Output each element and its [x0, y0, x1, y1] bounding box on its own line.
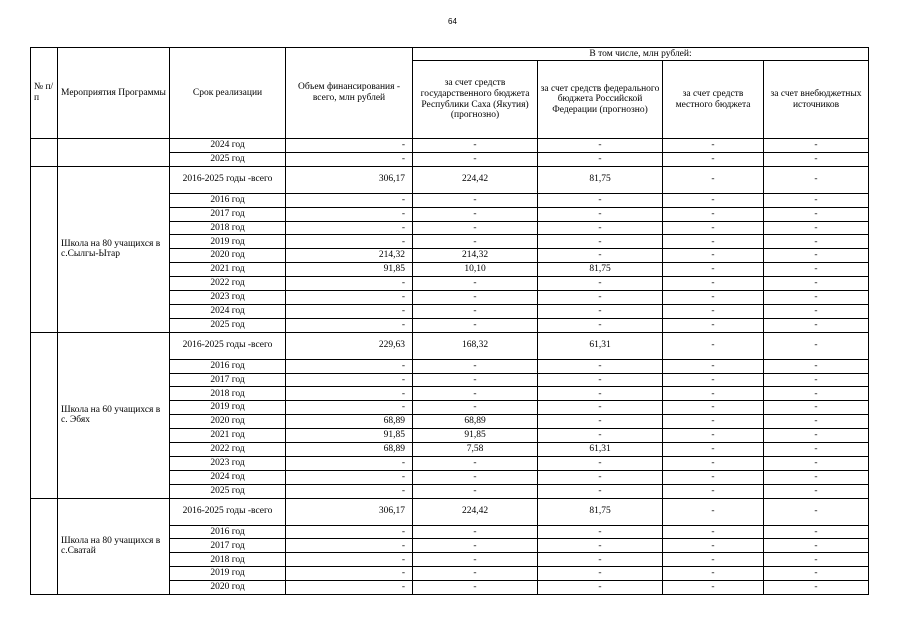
republic-cell: - [413, 373, 538, 387]
local-cell: - [663, 263, 764, 277]
federal-cell: - [538, 415, 663, 429]
extrabudgetary-cell: - [764, 139, 869, 153]
republic-cell: - [413, 525, 538, 539]
federal-cell: 61,31 [538, 443, 663, 457]
extrabudgetary-cell: - [764, 249, 869, 263]
table-header [31, 48, 869, 139]
extrabudgetary-cell: - [764, 166, 869, 193]
row-number-cell [31, 498, 58, 594]
total-cell: - [286, 539, 413, 553]
federal-cell: - [538, 429, 663, 443]
republic-cell: - [413, 470, 538, 484]
local-cell: - [663, 235, 764, 249]
total-cell: 91,85 [286, 263, 413, 277]
total-cell: - [286, 221, 413, 235]
local-cell: - [663, 498, 764, 525]
extrabudgetary-cell: - [764, 332, 869, 359]
local-cell: - [663, 332, 764, 359]
header-extrabudgetary: за счет внебюджетных источников [764, 61, 869, 139]
period-cell: 2018 год [170, 553, 286, 567]
total-cell: - [286, 387, 413, 401]
federal-cell: - [538, 359, 663, 373]
extrabudgetary-cell: - [764, 387, 869, 401]
table-row [31, 139, 869, 153]
republic-cell: - [413, 456, 538, 470]
extrabudgetary-cell: - [764, 277, 869, 291]
period-cell: 2025 год [170, 152, 286, 166]
total-cell: 229,63 [286, 332, 413, 359]
total-cell: - [286, 277, 413, 291]
period-cell: 2021 год [170, 263, 286, 277]
total-cell: - [286, 318, 413, 332]
extrabudgetary-cell: - [764, 304, 869, 318]
period-cell: 2021 год [170, 429, 286, 443]
period-cell: 2016-2025 годы -всего [170, 166, 286, 193]
federal-cell: - [538, 470, 663, 484]
republic-cell: - [413, 318, 538, 332]
extrabudgetary-cell: - [764, 484, 869, 498]
total-cell: - [286, 152, 413, 166]
extrabudgetary-cell: - [764, 539, 869, 553]
republic-cell: - [413, 387, 538, 401]
period-cell: 2024 год [170, 304, 286, 318]
total-cell: 306,17 [286, 166, 413, 193]
extrabudgetary-cell: - [764, 207, 869, 221]
extrabudgetary-cell: - [764, 291, 869, 305]
local-cell: - [663, 139, 764, 153]
measure-name-cell: Школа на 80 учащихся в с.Сылгы-Ытар [58, 166, 170, 332]
republic-cell: - [413, 553, 538, 567]
republic-cell: 224,42 [413, 498, 538, 525]
local-cell: - [663, 553, 764, 567]
federal-cell: - [538, 401, 663, 415]
extrabudgetary-cell: - [764, 553, 869, 567]
period-cell: 2020 год [170, 581, 286, 595]
total-cell: - [286, 456, 413, 470]
local-cell: - [663, 373, 764, 387]
federal-cell: 81,75 [538, 498, 663, 525]
table-row-total [31, 498, 869, 525]
federal-cell: - [538, 221, 663, 235]
local-cell: - [663, 401, 764, 415]
local-cell: - [663, 387, 764, 401]
measure-name-cell: Школа на 80 учащихся в с.Сватай [58, 498, 170, 594]
republic-cell: - [413, 359, 538, 373]
total-cell: - [286, 567, 413, 581]
total-cell: 306,17 [286, 498, 413, 525]
federal-cell: - [538, 277, 663, 291]
header-federal-budget: за счет средств федерального бюджета Российской Федерации (прогнозно) [538, 61, 663, 139]
extrabudgetary-cell: - [764, 456, 869, 470]
federal-cell: - [538, 553, 663, 567]
total-cell: - [286, 139, 413, 153]
local-cell: - [663, 415, 764, 429]
federal-cell: 81,75 [538, 263, 663, 277]
period-cell: 2024 год [170, 470, 286, 484]
republic-cell: 168,32 [413, 332, 538, 359]
local-cell: - [663, 193, 764, 207]
extrabudgetary-cell: - [764, 193, 869, 207]
period-cell: 2016 год [170, 525, 286, 539]
period-cell: 2016-2025 годы -всего [170, 498, 286, 525]
total-cell: - [286, 207, 413, 221]
federal-cell: 61,31 [538, 332, 663, 359]
republic-cell: 224,42 [413, 166, 538, 193]
federal-cell: - [538, 207, 663, 221]
total-cell: 91,85 [286, 429, 413, 443]
total-cell: - [286, 235, 413, 249]
federal-cell: - [538, 139, 663, 153]
period-cell: 2019 год [170, 401, 286, 415]
republic-cell: - [413, 581, 538, 595]
extrabudgetary-cell: - [764, 235, 869, 249]
local-cell: - [663, 581, 764, 595]
total-cell: - [286, 470, 413, 484]
local-cell: - [663, 277, 764, 291]
federal-cell: - [538, 249, 663, 263]
republic-cell: - [413, 304, 538, 318]
republic-cell: - [413, 221, 538, 235]
extrabudgetary-cell: - [764, 525, 869, 539]
period-cell: 2017 год [170, 373, 286, 387]
period-cell: 2023 год [170, 291, 286, 305]
total-cell: 68,89 [286, 415, 413, 429]
period-cell: 2018 год [170, 387, 286, 401]
extrabudgetary-cell: - [764, 443, 869, 457]
federal-cell: - [538, 304, 663, 318]
total-cell: - [286, 484, 413, 498]
extrabudgetary-cell: - [764, 359, 869, 373]
period-cell: 2020 год [170, 415, 286, 429]
local-cell: - [663, 207, 764, 221]
republic-cell: 91,85 [413, 429, 538, 443]
federal-cell: - [538, 152, 663, 166]
local-cell: - [663, 484, 764, 498]
total-cell: - [286, 581, 413, 595]
extrabudgetary-cell: - [764, 498, 869, 525]
republic-cell: - [413, 235, 538, 249]
period-cell: 2019 год [170, 567, 286, 581]
federal-cell: - [538, 484, 663, 498]
period-cell: 2024 год [170, 139, 286, 153]
row-number-cell [31, 332, 58, 498]
header-local-budget: за счет средств местного бюджета [663, 61, 764, 139]
local-cell: - [663, 443, 764, 457]
federal-cell: - [538, 525, 663, 539]
total-cell: - [286, 553, 413, 567]
republic-cell: 214,32 [413, 249, 538, 263]
total-cell: 214,32 [286, 249, 413, 263]
local-cell: - [663, 152, 764, 166]
period-cell: 2025 год [170, 484, 286, 498]
header-num: № п/п [31, 48, 58, 139]
total-cell: - [286, 359, 413, 373]
federal-cell: - [538, 456, 663, 470]
republic-cell: - [413, 152, 538, 166]
federal-cell: - [538, 291, 663, 305]
republic-cell: - [413, 139, 538, 153]
period-cell: 2023 год [170, 456, 286, 470]
period-cell: 2022 год [170, 277, 286, 291]
total-cell: 68,89 [286, 443, 413, 457]
local-cell: - [663, 359, 764, 373]
local-cell: - [663, 249, 764, 263]
republic-cell: - [413, 484, 538, 498]
extrabudgetary-cell: - [764, 581, 869, 595]
federal-cell: - [538, 318, 663, 332]
local-cell: - [663, 291, 764, 305]
extrabudgetary-cell: - [764, 318, 869, 332]
period-cell: 2017 год [170, 207, 286, 221]
federal-cell: - [538, 581, 663, 595]
republic-cell: - [413, 567, 538, 581]
period-cell: 2017 год [170, 539, 286, 553]
total-cell: - [286, 401, 413, 415]
federal-cell: - [538, 567, 663, 581]
total-cell: - [286, 193, 413, 207]
extrabudgetary-cell: - [764, 415, 869, 429]
republic-cell: 10,10 [413, 263, 538, 277]
header-republic-budget: за счет средств государственного бюджета Республики Саха (Якутия) (прогнозно) [413, 61, 538, 139]
republic-cell: - [413, 539, 538, 553]
extrabudgetary-cell: - [764, 567, 869, 581]
extrabudgetary-cell: - [764, 373, 869, 387]
period-cell: 2016 год [170, 193, 286, 207]
federal-cell: - [538, 235, 663, 249]
row-number-cell [31, 139, 58, 167]
period-cell: 2016 год [170, 359, 286, 373]
local-cell: - [663, 470, 764, 484]
local-cell: - [663, 221, 764, 235]
period-cell: 2019 год [170, 235, 286, 249]
republic-cell: - [413, 277, 538, 291]
header-measure: Мероприятия Программы [58, 48, 170, 139]
extrabudgetary-cell: - [764, 429, 869, 443]
local-cell: - [663, 304, 764, 318]
republic-cell: - [413, 207, 538, 221]
local-cell: - [663, 429, 764, 443]
local-cell: - [663, 318, 764, 332]
local-cell: - [663, 525, 764, 539]
republic-cell: - [413, 193, 538, 207]
header-total: Объем финансирования - всего, млн рублей [286, 48, 413, 139]
table-body [31, 139, 869, 595]
extrabudgetary-cell: - [764, 470, 869, 484]
local-cell: - [663, 456, 764, 470]
extrabudgetary-cell: - [764, 221, 869, 235]
total-cell: - [286, 291, 413, 305]
federal-cell: - [538, 373, 663, 387]
federal-cell: - [538, 387, 663, 401]
local-cell: - [663, 567, 764, 581]
total-cell: - [286, 373, 413, 387]
republic-cell: - [413, 401, 538, 415]
total-cell: - [286, 304, 413, 318]
financing-table [30, 47, 869, 595]
period-cell: 2022 год [170, 443, 286, 457]
republic-cell: 68,89 [413, 415, 538, 429]
republic-cell: - [413, 291, 538, 305]
federal-cell: - [538, 193, 663, 207]
period-cell: 2025 год [170, 318, 286, 332]
table-row-total [31, 332, 869, 359]
extrabudgetary-cell: - [764, 263, 869, 277]
header-period: Срок реализации [170, 48, 286, 139]
federal-cell: 81,75 [538, 166, 663, 193]
extrabudgetary-cell: - [764, 152, 869, 166]
extrabudgetary-cell: - [764, 401, 869, 415]
local-cell: - [663, 539, 764, 553]
federal-cell: - [538, 539, 663, 553]
measure-name-cell: Школа на 60 учащихся в с. Эбях [58, 332, 170, 498]
header-including: В том числе, млн рублей: [413, 48, 869, 61]
period-cell: 2020 год [170, 249, 286, 263]
table-row-total [31, 166, 869, 193]
period-cell: 2016-2025 годы -всего [170, 332, 286, 359]
period-cell: 2018 год [170, 221, 286, 235]
page-number: 64 [448, 17, 457, 26]
measure-name-cell [58, 139, 170, 167]
local-cell: - [663, 166, 764, 193]
republic-cell: 7,58 [413, 443, 538, 457]
row-number-cell [31, 166, 58, 332]
total-cell: - [286, 525, 413, 539]
